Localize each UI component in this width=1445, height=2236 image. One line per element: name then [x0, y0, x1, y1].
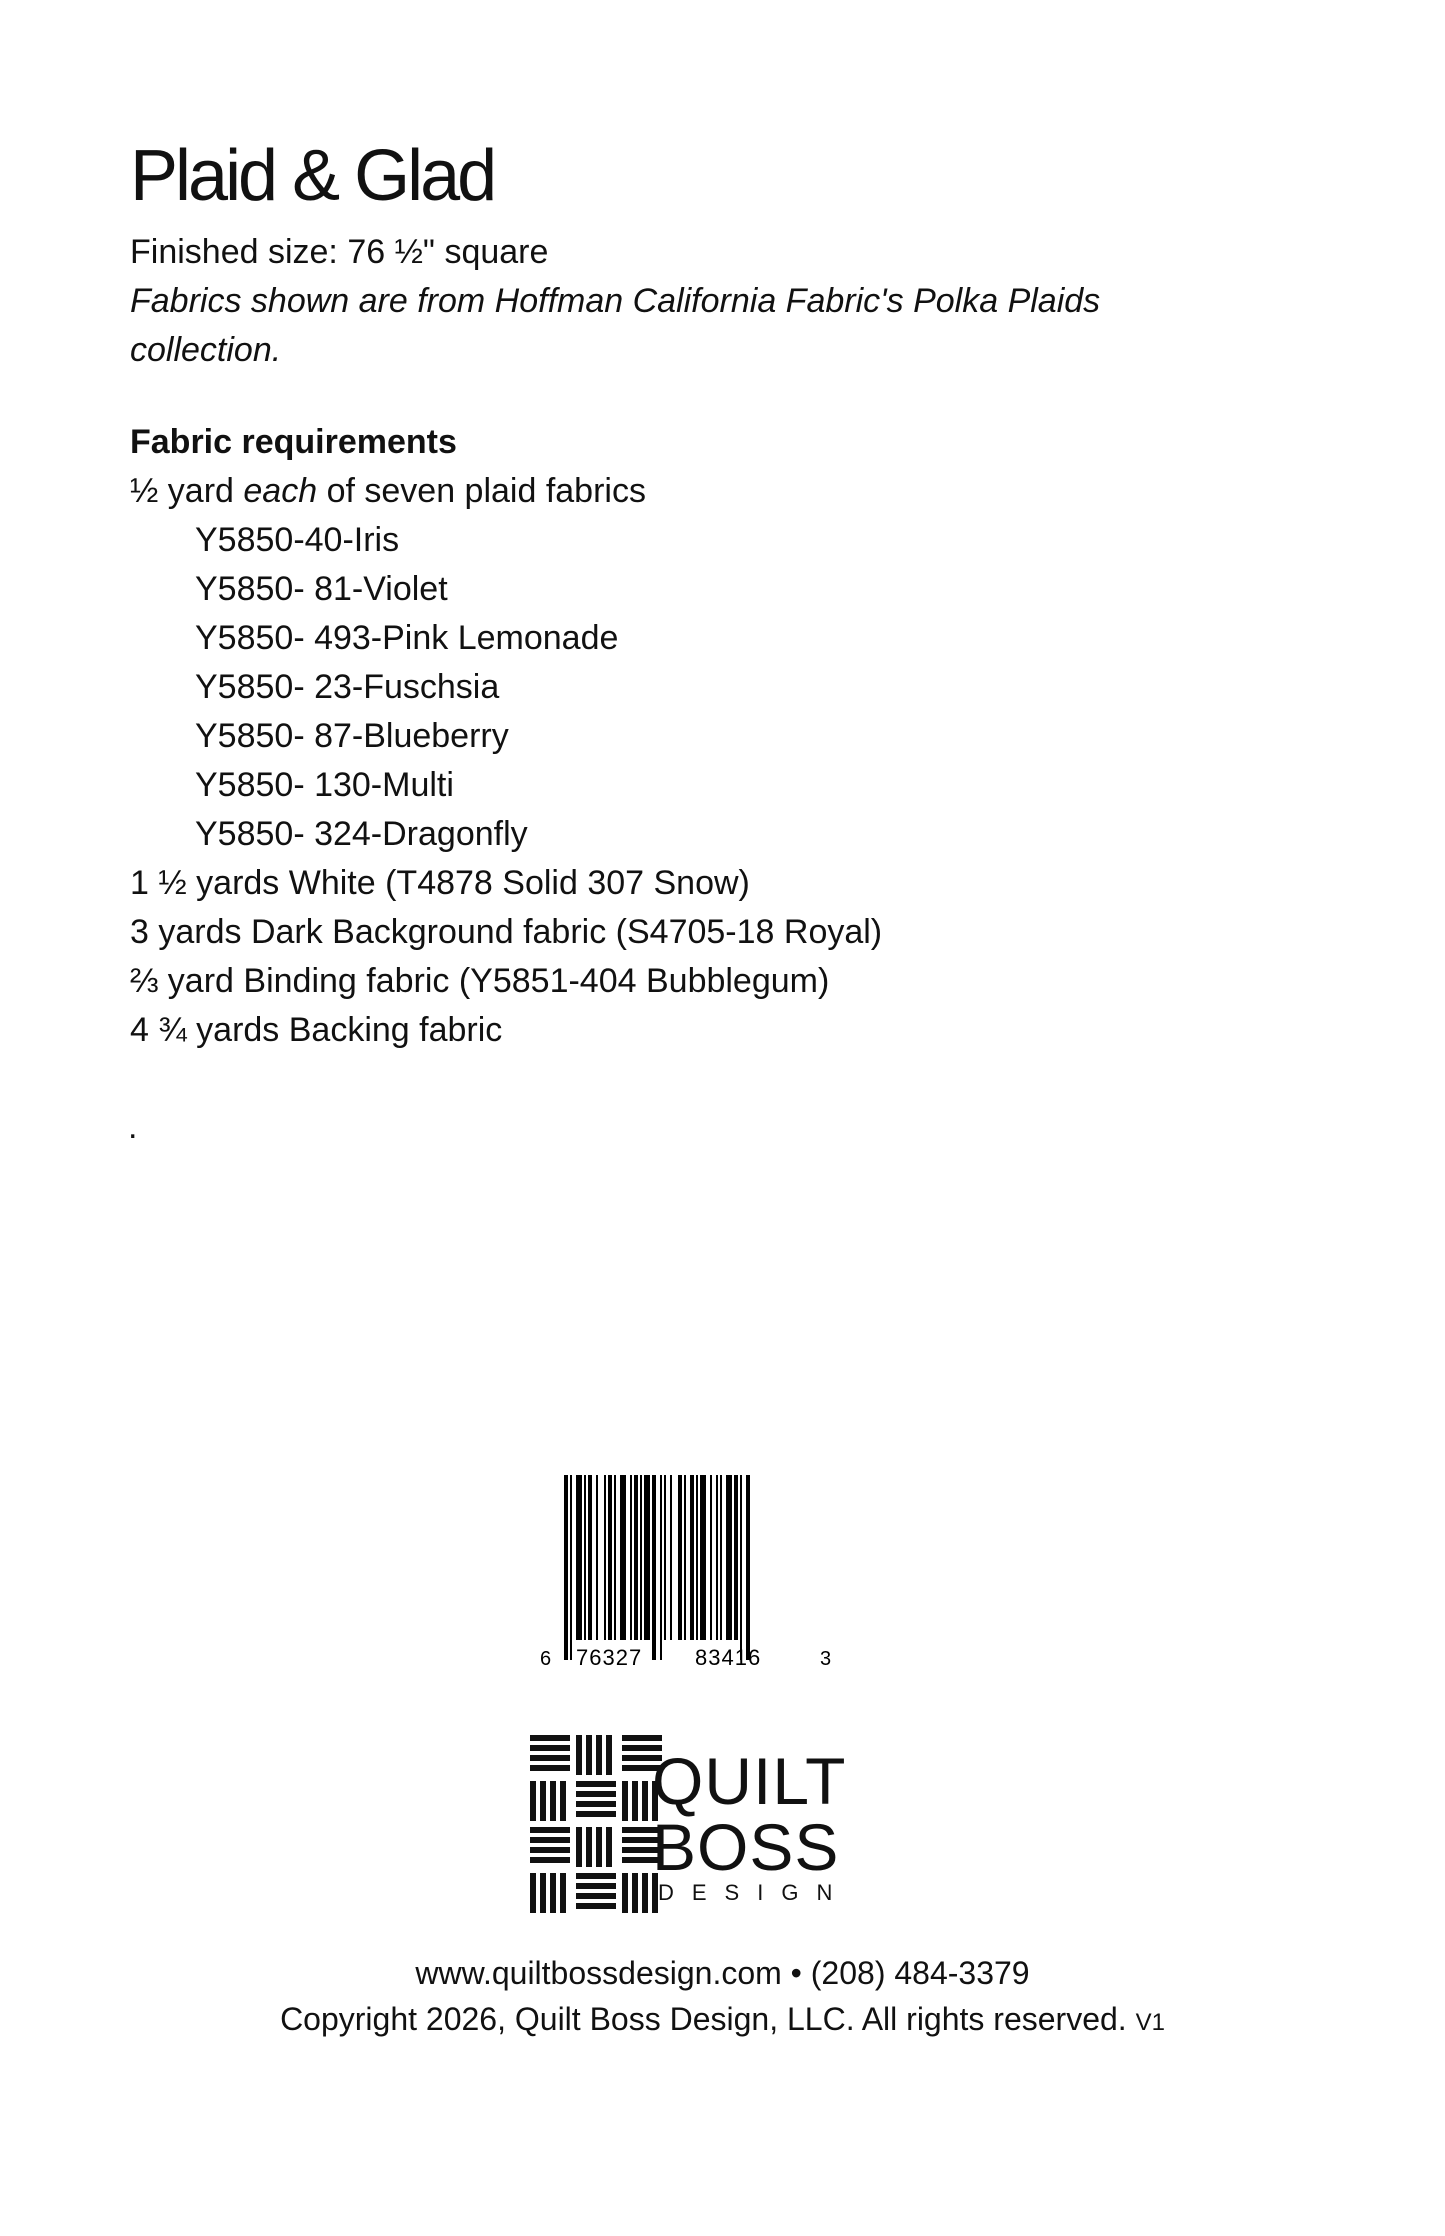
fabrics-note-line-1: Fabrics shown are from Hoffman California Fabric's Polka Plaids — [130, 282, 1101, 320]
plaid-line-emphasis: each — [243, 472, 318, 510]
footer-website[interactable]: www.quiltbossdesign.com — [415, 1955, 782, 1991]
plaid-fabric-item: Y5850- 130-Multi — [195, 766, 454, 804]
finished-size: Finished size: 76 ½" square — [130, 233, 549, 271]
footer-contact — [0, 1950, 1445, 1996]
stray-dot: . — [128, 1108, 138, 1146]
barcode-digits-group-2: 83416 — [695, 1645, 762, 1670]
fabrics-note-line-2: collection. — [130, 331, 282, 369]
barcode-digits-group-1: 76327 — [576, 1645, 643, 1670]
plaid-fabric-item: Y5850- 23-Fuschsia — [195, 668, 500, 706]
logo-line-1: QUILT — [652, 1744, 847, 1818]
plaid-fabric-item: Y5850-40-Iris — [195, 521, 400, 559]
plaid-fabric-item: Y5850- 324-Dragonfly — [195, 815, 528, 853]
logo-grid-icon — [530, 1735, 662, 1913]
plaid-fabric-item: Y5850- 493-Pink Lemonade — [195, 619, 619, 657]
plaid-fabric-item: Y5850- 81-Violet — [195, 570, 448, 608]
logo-line-3: DESIGN — [658, 1880, 851, 1905]
footer-copyright — [0, 1996, 1445, 2046]
barcode-digit-left: 6 — [540, 1648, 552, 1670]
footer-separator: • — [781, 1955, 811, 1991]
plaid-line-suffix: of seven plaid fabrics — [317, 472, 646, 510]
other-fabric-item: 3 yards Dark Background fabric (S4705-18 Royal) — [130, 913, 883, 951]
barcode-digit-right: 3 — [820, 1648, 832, 1670]
other-fabric-item: 4 ¾ yards Backing fabric — [130, 1011, 503, 1049]
plaid-line-prefix: ½ yard — [130, 472, 244, 510]
other-fabric-item: ⅔ yard Binding fabric (Y5851-404 Bubblegum) — [130, 962, 830, 1000]
other-fabric-item: 1 ½ yards White (T4878 Solid 307 Snow) — [130, 864, 750, 902]
page-title: Plaid & Glad — [130, 136, 495, 216]
footer-phone: (208) 484-3379 — [810, 1955, 1030, 1991]
plaid-fabrics-line — [130, 467, 882, 516]
barcode — [540, 1475, 840, 1675]
requirements-heading: Fabric requirements — [130, 423, 457, 461]
version-label: V1 — [1135, 2009, 1165, 2036]
intro-block — [130, 228, 1230, 375]
fabric-requirements — [130, 418, 882, 1055]
logo-line-2: BOSS — [652, 1810, 840, 1884]
barcode-bars — [564, 1475, 750, 1660]
copyright-text: Copyright 2026, Quilt Boss Design, LLC. All rights reserved. — [280, 2001, 1136, 2037]
plaid-fabric-item: Y5850- 87-Blueberry — [195, 717, 509, 755]
